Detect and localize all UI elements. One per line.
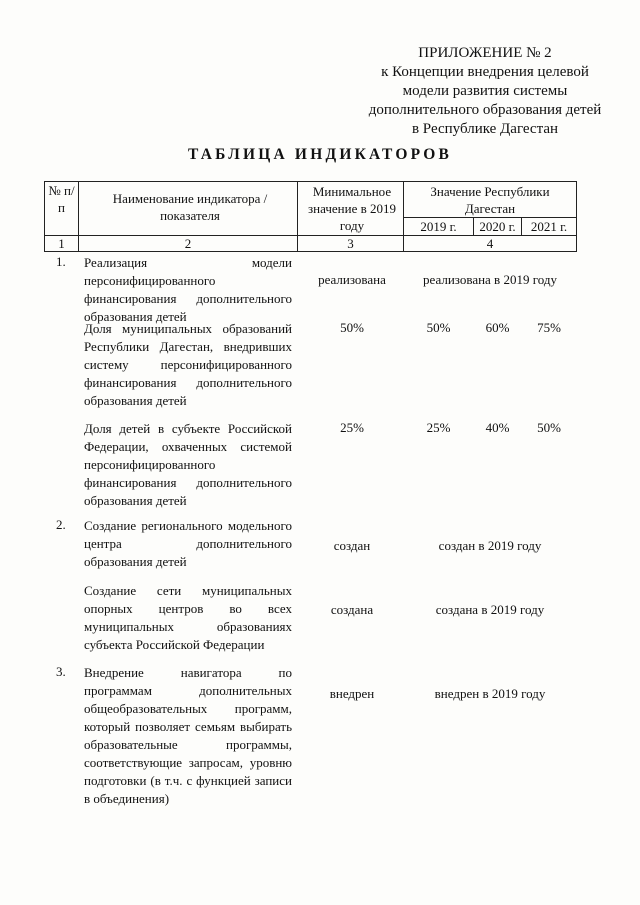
value-2020: 60%	[485, 320, 510, 335]
value-2020: 40%	[485, 420, 510, 435]
header-num: № п/п	[48, 183, 75, 215]
indicator-name: Внедрение навигатора по программам дополнительных общеобразовательных программ, который позволяет семьям выбирать образовательные программы, соответствующие запросам, уровню подготовки (в т.ч. с функцией записи в объединения)	[84, 665, 292, 806]
republic-value: создана в 2019 году	[435, 602, 545, 617]
column-number: 1	[58, 236, 65, 251]
indicator-name: Создание регионального модельного центра дополнительного образования детей	[84, 518, 292, 569]
min-value: реализована	[318, 272, 386, 287]
row-number: 2.	[56, 517, 66, 532]
value-2019: 50%	[426, 320, 451, 335]
table-title: ТАБЛИЦА ИНДИКАТОРОВ	[187, 146, 453, 163]
appendix-subtitle-line: в Республике Дагестан	[411, 121, 559, 137]
min-value: создан	[333, 538, 371, 553]
min-value: 25%	[340, 420, 364, 435]
min-value: 50%	[340, 320, 364, 335]
appendix-subtitle-line: дополнительного образования детей	[368, 102, 602, 118]
value-2021: 50%	[537, 420, 561, 435]
row-number: 3.	[56, 664, 66, 679]
appendix-subtitle-line: к Концепции внедрения целевой	[381, 64, 589, 80]
row-number: 1.	[56, 254, 66, 269]
min-value: создана	[330, 602, 374, 617]
appendix-subtitle-line: модели развития системы	[402, 83, 568, 99]
indicator-name: Создание сети муниципальных опорных центров во всех муниципальных образованиях субъекта Российской Федерации	[84, 583, 292, 652]
header-year-2019: 2019 г.	[420, 219, 457, 234]
header-year-2020: 2020 г.	[479, 219, 516, 234]
column-number: 4	[486, 236, 494, 251]
table-right-border	[576, 181, 577, 251]
indicator-name: Доля детей в субъекте Российской Федерации, охваченных системой персонифицированного финансирования дополнительного образования детей	[84, 421, 292, 508]
appendix-title: ПРИЛОЖЕНИЕ № 2	[418, 45, 552, 61]
indicator-name: Реализация модели персонифицированного финансирования дополнительного образования детей	[84, 255, 292, 324]
column-number: 2	[184, 236, 192, 251]
value-2019: 25%	[426, 420, 451, 435]
min-value: внедрен	[329, 686, 375, 701]
column-number: 3	[347, 236, 354, 251]
header-indicator-name: Наименование индикатора / показателя	[112, 191, 268, 223]
republic-value: реализована в 2019 году	[423, 272, 557, 287]
value-2021: 75%	[537, 320, 561, 335]
header-year-2021: 2021 г.	[530, 219, 568, 234]
appendix-heading	[340, 44, 630, 139]
republic-value: внедрен в 2019 году	[434, 686, 546, 701]
indicator-name: Доля муниципальных образований Республики Дагестан, внедривших систему персонифицированного финансирования дополнительного образования детей	[84, 321, 292, 408]
republic-value: создан в 2019 году	[438, 538, 542, 553]
header-min-value: Минимальное значение в 2019 году	[308, 184, 396, 233]
header-value: Значение Республики Дагестан	[430, 184, 550, 216]
table-top-border	[44, 181, 577, 182]
